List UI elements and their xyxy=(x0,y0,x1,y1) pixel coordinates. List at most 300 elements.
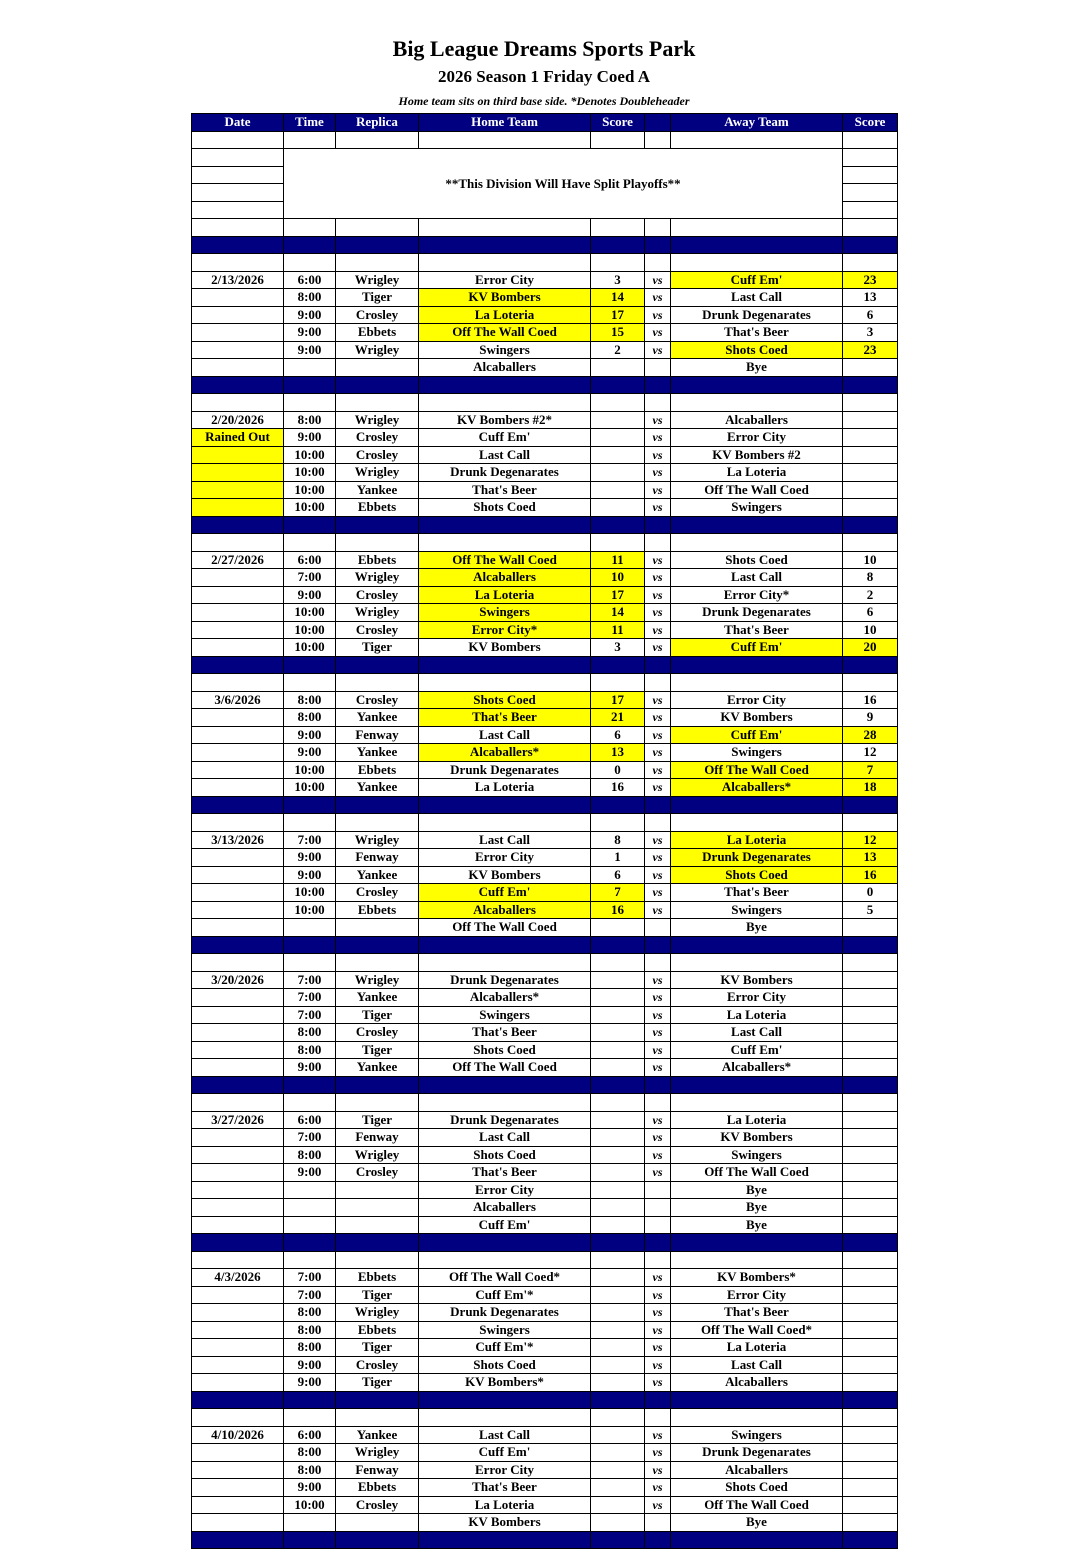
game-time: 10:00 xyxy=(284,446,336,464)
game-row xyxy=(192,1496,898,1514)
game-row xyxy=(192,639,898,657)
away-score: 16 xyxy=(843,691,898,709)
schedule-note: Home team sits on third base side. *Denotes Doubleheader xyxy=(398,94,690,108)
empty-cell xyxy=(671,954,843,972)
vs-label: vs xyxy=(645,429,671,447)
game-row xyxy=(192,866,898,884)
game-field: Yankee xyxy=(336,709,419,727)
empty-cell xyxy=(336,814,419,832)
game-time: 7:00 xyxy=(284,569,336,587)
separator-cell xyxy=(591,1531,645,1549)
game-date xyxy=(192,849,284,867)
game-date xyxy=(192,1304,284,1322)
separator-cell xyxy=(336,936,419,954)
vs-label: vs xyxy=(645,1059,671,1077)
away-team: Swingers xyxy=(671,1146,843,1164)
separator-cell xyxy=(419,656,591,674)
home-score: 17 xyxy=(591,306,645,324)
separator-cell xyxy=(192,656,284,674)
game-time: 9:00 xyxy=(284,1479,336,1497)
game-date xyxy=(192,1129,284,1147)
game-date xyxy=(192,621,284,639)
game-time xyxy=(284,359,336,377)
vs-label: vs xyxy=(645,1461,671,1479)
game-field: Crosley xyxy=(336,429,419,447)
separator-cell xyxy=(645,376,671,394)
away-score xyxy=(843,1216,898,1234)
game-date xyxy=(192,1514,284,1532)
separator-cell xyxy=(284,1234,336,1252)
empty-cell xyxy=(645,1094,671,1112)
empty-cell xyxy=(591,814,645,832)
week-separator xyxy=(192,936,898,954)
game-field: Yankee xyxy=(336,866,419,884)
game-row xyxy=(192,446,898,464)
vs-label: vs xyxy=(645,1374,671,1392)
col-header-away-team: Away Team xyxy=(671,114,843,132)
game-field xyxy=(336,1514,419,1532)
away-score xyxy=(843,1164,898,1182)
vs-label: vs xyxy=(645,1339,671,1357)
separator-cell xyxy=(284,1391,336,1409)
home-team: Drunk Degenarates xyxy=(419,1304,591,1322)
vs-label: vs xyxy=(645,709,671,727)
empty-cell xyxy=(336,254,419,272)
week-separator xyxy=(192,516,898,534)
separator-cell xyxy=(591,1076,645,1094)
empty-cell xyxy=(843,1251,898,1269)
game-time: 6:00 xyxy=(284,271,336,289)
blank-row xyxy=(192,534,898,552)
game-row xyxy=(192,306,898,324)
game-row xyxy=(192,1146,898,1164)
empty-cell xyxy=(645,534,671,552)
away-team: Off The Wall Coed xyxy=(671,1496,843,1514)
game-date: 3/13/2026 xyxy=(192,831,284,849)
blank-row xyxy=(192,1094,898,1112)
home-team: KV Bombers xyxy=(419,639,591,657)
empty-cell xyxy=(284,131,336,149)
away-score: 8 xyxy=(843,569,898,587)
game-row xyxy=(192,1059,898,1077)
empty-cell xyxy=(419,1409,591,1427)
game-date xyxy=(192,884,284,902)
col-header-home-team: Home Team xyxy=(419,114,591,132)
away-team: Last Call xyxy=(671,289,843,307)
home-score xyxy=(591,1024,645,1042)
away-team: Shots Coed xyxy=(671,866,843,884)
away-team: La Loteria xyxy=(671,1006,843,1024)
away-team: Error City xyxy=(671,691,843,709)
separator-cell xyxy=(645,796,671,814)
game-date xyxy=(192,1356,284,1374)
game-date xyxy=(192,1006,284,1024)
vs-label: vs xyxy=(645,604,671,622)
empty-cell xyxy=(645,814,671,832)
away-team: Shots Coed xyxy=(671,341,843,359)
game-field: Wrigley xyxy=(336,271,419,289)
week-separator xyxy=(192,1076,898,1094)
home-score: 17 xyxy=(591,691,645,709)
separator-cell xyxy=(645,516,671,534)
separator-cell xyxy=(192,1234,284,1252)
home-score xyxy=(591,1356,645,1374)
empty-cell xyxy=(591,534,645,552)
game-field: Crosley xyxy=(336,446,419,464)
home-team: KV Bombers xyxy=(419,289,591,307)
game-time: 9:00 xyxy=(284,1374,336,1392)
away-score xyxy=(843,446,898,464)
away-score xyxy=(843,919,898,937)
empty-cell xyxy=(591,674,645,692)
empty-cell xyxy=(843,254,898,272)
empty-cell xyxy=(419,219,591,237)
away-score xyxy=(843,481,898,499)
game-field: Fenway xyxy=(336,1461,419,1479)
empty-cell xyxy=(192,149,284,167)
separator-cell xyxy=(192,1076,284,1094)
vs-label xyxy=(645,1199,671,1217)
game-date xyxy=(192,464,284,482)
home-score: 7 xyxy=(591,884,645,902)
blank-row xyxy=(192,674,898,692)
game-date xyxy=(192,481,284,499)
game-time: 7:00 xyxy=(284,1129,336,1147)
separator-cell xyxy=(591,376,645,394)
game-row xyxy=(192,761,898,779)
game-date xyxy=(192,901,284,919)
game-row xyxy=(192,1006,898,1024)
game-field: Ebbets xyxy=(336,901,419,919)
home-score xyxy=(591,1146,645,1164)
separator-cell xyxy=(645,1531,671,1549)
game-time xyxy=(284,1181,336,1199)
home-score xyxy=(591,1479,645,1497)
empty-cell xyxy=(671,394,843,412)
game-date: 4/10/2026 xyxy=(192,1426,284,1444)
away-score xyxy=(843,1146,898,1164)
away-score: 16 xyxy=(843,866,898,884)
empty-cell xyxy=(419,954,591,972)
game-row xyxy=(192,1374,898,1392)
empty-cell xyxy=(645,394,671,412)
vs-label: vs xyxy=(645,639,671,657)
separator-cell xyxy=(671,1234,843,1252)
game-row xyxy=(192,1426,898,1444)
game-row xyxy=(192,499,898,517)
col-header-away-score: Score xyxy=(843,114,898,132)
game-row xyxy=(192,709,898,727)
away-team: Bye xyxy=(671,1199,843,1217)
home-score xyxy=(591,1461,645,1479)
separator-cell xyxy=(843,1234,898,1252)
blank-row xyxy=(192,1251,898,1269)
away-team: Off The Wall Coed xyxy=(671,1164,843,1182)
game-time xyxy=(284,1216,336,1234)
game-date xyxy=(192,1164,284,1182)
game-row xyxy=(192,551,898,569)
game-row xyxy=(192,1129,898,1147)
away-team: Cuff Em' xyxy=(671,726,843,744)
vs-label: vs xyxy=(645,569,671,587)
home-team: Alcaballers xyxy=(419,569,591,587)
home-team: La Loteria xyxy=(419,779,591,797)
empty-cell xyxy=(192,201,284,219)
empty-cell xyxy=(192,674,284,692)
col-header-time: Time xyxy=(284,114,336,132)
game-row xyxy=(192,919,898,937)
empty-cell xyxy=(671,534,843,552)
away-score: 10 xyxy=(843,621,898,639)
game-row xyxy=(192,1286,898,1304)
empty-cell xyxy=(671,1094,843,1112)
game-date xyxy=(192,306,284,324)
away-team: KV Bombers xyxy=(671,1129,843,1147)
separator-cell xyxy=(336,1076,419,1094)
vs-label: vs xyxy=(645,1024,671,1042)
separator-cell xyxy=(336,1391,419,1409)
col-header-date: Date xyxy=(192,114,284,132)
game-row xyxy=(192,1356,898,1374)
game-field: Fenway xyxy=(336,726,419,744)
home-score xyxy=(591,1059,645,1077)
away-team: KV Bombers xyxy=(671,971,843,989)
home-team: KV Bombers #2* xyxy=(419,411,591,429)
home-score: 3 xyxy=(591,271,645,289)
home-score xyxy=(591,481,645,499)
away-team: KV Bombers xyxy=(671,709,843,727)
game-row xyxy=(192,726,898,744)
notice-row xyxy=(192,149,898,167)
game-time: 10:00 xyxy=(284,779,336,797)
game-field: Crosley xyxy=(336,1496,419,1514)
game-row xyxy=(192,1269,898,1287)
away-score xyxy=(843,1199,898,1217)
game-time: 10:00 xyxy=(284,464,336,482)
separator-cell xyxy=(192,236,284,254)
week-separator xyxy=(192,236,898,254)
separator-cell xyxy=(843,236,898,254)
empty-cell xyxy=(843,201,898,219)
game-row xyxy=(192,1164,898,1182)
home-team: Swingers xyxy=(419,604,591,622)
game-date xyxy=(192,1286,284,1304)
away-team: That's Beer xyxy=(671,621,843,639)
separator-cell xyxy=(419,1531,591,1549)
empty-cell xyxy=(336,1094,419,1112)
away-team: Bye xyxy=(671,1216,843,1234)
game-time xyxy=(284,919,336,937)
game-date xyxy=(192,1199,284,1217)
separator-cell xyxy=(192,796,284,814)
game-time: 10:00 xyxy=(284,621,336,639)
away-team: Alcaballers xyxy=(671,411,843,429)
game-time: 10:00 xyxy=(284,481,336,499)
vs-label: vs xyxy=(645,1006,671,1024)
separator-cell xyxy=(843,516,898,534)
away-score xyxy=(843,429,898,447)
separator-cell xyxy=(645,1076,671,1094)
home-team: Last Call xyxy=(419,446,591,464)
away-team: Error City xyxy=(671,1286,843,1304)
game-date xyxy=(192,1479,284,1497)
home-score: 11 xyxy=(591,621,645,639)
empty-cell xyxy=(419,254,591,272)
game-field: Wrigley xyxy=(336,1304,419,1322)
week-separator xyxy=(192,1234,898,1252)
game-time: 10:00 xyxy=(284,884,336,902)
home-score xyxy=(591,464,645,482)
game-field: Wrigley xyxy=(336,831,419,849)
game-field: Ebbets xyxy=(336,761,419,779)
separator-cell xyxy=(336,1234,419,1252)
empty-cell xyxy=(671,219,843,237)
away-team: Last Call xyxy=(671,569,843,587)
game-row xyxy=(192,1111,898,1129)
game-row xyxy=(192,901,898,919)
away-score xyxy=(843,1444,898,1462)
away-score: 5 xyxy=(843,901,898,919)
game-time: 6:00 xyxy=(284,1426,336,1444)
page-subtitle: 2026 Season 1 Friday Coed A xyxy=(437,67,651,86)
empty-cell xyxy=(591,219,645,237)
game-field: Tiger xyxy=(336,1111,419,1129)
separator-cell xyxy=(591,1234,645,1252)
game-date xyxy=(192,866,284,884)
home-score xyxy=(591,1496,645,1514)
home-score: 14 xyxy=(591,604,645,622)
vs-label: vs xyxy=(645,446,671,464)
vs-label: vs xyxy=(645,1496,671,1514)
blank-row xyxy=(192,1409,898,1427)
game-field: Tiger xyxy=(336,1006,419,1024)
blank-row xyxy=(192,954,898,972)
home-score: 6 xyxy=(591,726,645,744)
game-date xyxy=(192,1374,284,1392)
empty-cell xyxy=(336,1251,419,1269)
vs-label: vs xyxy=(645,1356,671,1374)
vs-label: vs xyxy=(645,481,671,499)
away-team: La Loteria xyxy=(671,831,843,849)
vs-label: vs xyxy=(645,586,671,604)
game-field: Wrigley xyxy=(336,569,419,587)
home-team: Off The Wall Coed xyxy=(419,1059,591,1077)
game-time: 8:00 xyxy=(284,1041,336,1059)
game-field: Crosley xyxy=(336,884,419,902)
game-date xyxy=(192,1024,284,1042)
separator-cell xyxy=(336,1531,419,1549)
home-team: Drunk Degenarates xyxy=(419,761,591,779)
away-team: Swingers xyxy=(671,1426,843,1444)
separator-cell xyxy=(284,796,336,814)
separator-cell xyxy=(284,516,336,534)
home-team: Cuff Em'* xyxy=(419,1339,591,1357)
away-team: Shots Coed xyxy=(671,551,843,569)
schedule-body xyxy=(192,131,898,1549)
away-team: Cuff Em' xyxy=(671,271,843,289)
away-score: 13 xyxy=(843,289,898,307)
vs-label: vs xyxy=(645,1479,671,1497)
separator-cell xyxy=(843,656,898,674)
empty-cell xyxy=(192,1094,284,1112)
home-score xyxy=(591,1304,645,1322)
home-team: Last Call xyxy=(419,831,591,849)
game-time: 9:00 xyxy=(284,849,336,867)
empty-cell xyxy=(192,1409,284,1427)
separator-cell xyxy=(645,656,671,674)
game-field: Wrigley xyxy=(336,971,419,989)
away-score xyxy=(843,1269,898,1287)
game-date: 3/6/2026 xyxy=(192,691,284,709)
home-team: Last Call xyxy=(419,1129,591,1147)
away-score xyxy=(843,1496,898,1514)
away-team: Shots Coed xyxy=(671,1479,843,1497)
vs-label: vs xyxy=(645,411,671,429)
separator-cell xyxy=(336,236,419,254)
spacer-row xyxy=(192,131,898,149)
away-score: 3 xyxy=(843,324,898,342)
empty-cell xyxy=(671,131,843,149)
home-team: That's Beer xyxy=(419,1479,591,1497)
vs-label: vs xyxy=(645,1129,671,1147)
home-team: Alcaballers* xyxy=(419,744,591,762)
vs-label: vs xyxy=(645,499,671,517)
home-score xyxy=(591,1216,645,1234)
game-time xyxy=(284,1514,336,1532)
game-row xyxy=(192,1479,898,1497)
away-team: Last Call xyxy=(671,1356,843,1374)
away-team: That's Beer xyxy=(671,1304,843,1322)
empty-cell xyxy=(284,1094,336,1112)
home-team: That's Beer xyxy=(419,709,591,727)
home-score: 16 xyxy=(591,779,645,797)
separator-cell xyxy=(671,1391,843,1409)
empty-cell xyxy=(645,954,671,972)
separator-cell xyxy=(843,796,898,814)
header-row xyxy=(192,114,898,132)
vs-label: vs xyxy=(645,341,671,359)
vs-label: vs xyxy=(645,971,671,989)
vs-label xyxy=(645,1181,671,1199)
empty-cell xyxy=(192,1251,284,1269)
separator-cell xyxy=(671,936,843,954)
empty-cell xyxy=(419,1251,591,1269)
away-team: Drunk Degenarates xyxy=(671,1444,843,1462)
week-separator xyxy=(192,796,898,814)
home-team: Cuff Em' xyxy=(419,429,591,447)
separator-cell xyxy=(645,1391,671,1409)
game-date: 3/27/2026 xyxy=(192,1111,284,1129)
home-team: Drunk Degenarates xyxy=(419,464,591,482)
vs-label: vs xyxy=(645,621,671,639)
separator-cell xyxy=(419,1391,591,1409)
away-team: Swingers xyxy=(671,499,843,517)
away-score xyxy=(843,1286,898,1304)
empty-cell xyxy=(336,219,419,237)
home-score xyxy=(591,1006,645,1024)
home-score xyxy=(591,1181,645,1199)
home-score: 21 xyxy=(591,709,645,727)
home-score xyxy=(591,1374,645,1392)
game-date xyxy=(192,359,284,377)
game-field: Tiger xyxy=(336,1374,419,1392)
game-row xyxy=(192,779,898,797)
separator-cell xyxy=(419,376,591,394)
home-team: Off The Wall Coed xyxy=(419,551,591,569)
away-team: Alcaballers* xyxy=(671,1059,843,1077)
game-field xyxy=(336,1181,419,1199)
away-score xyxy=(843,1181,898,1199)
